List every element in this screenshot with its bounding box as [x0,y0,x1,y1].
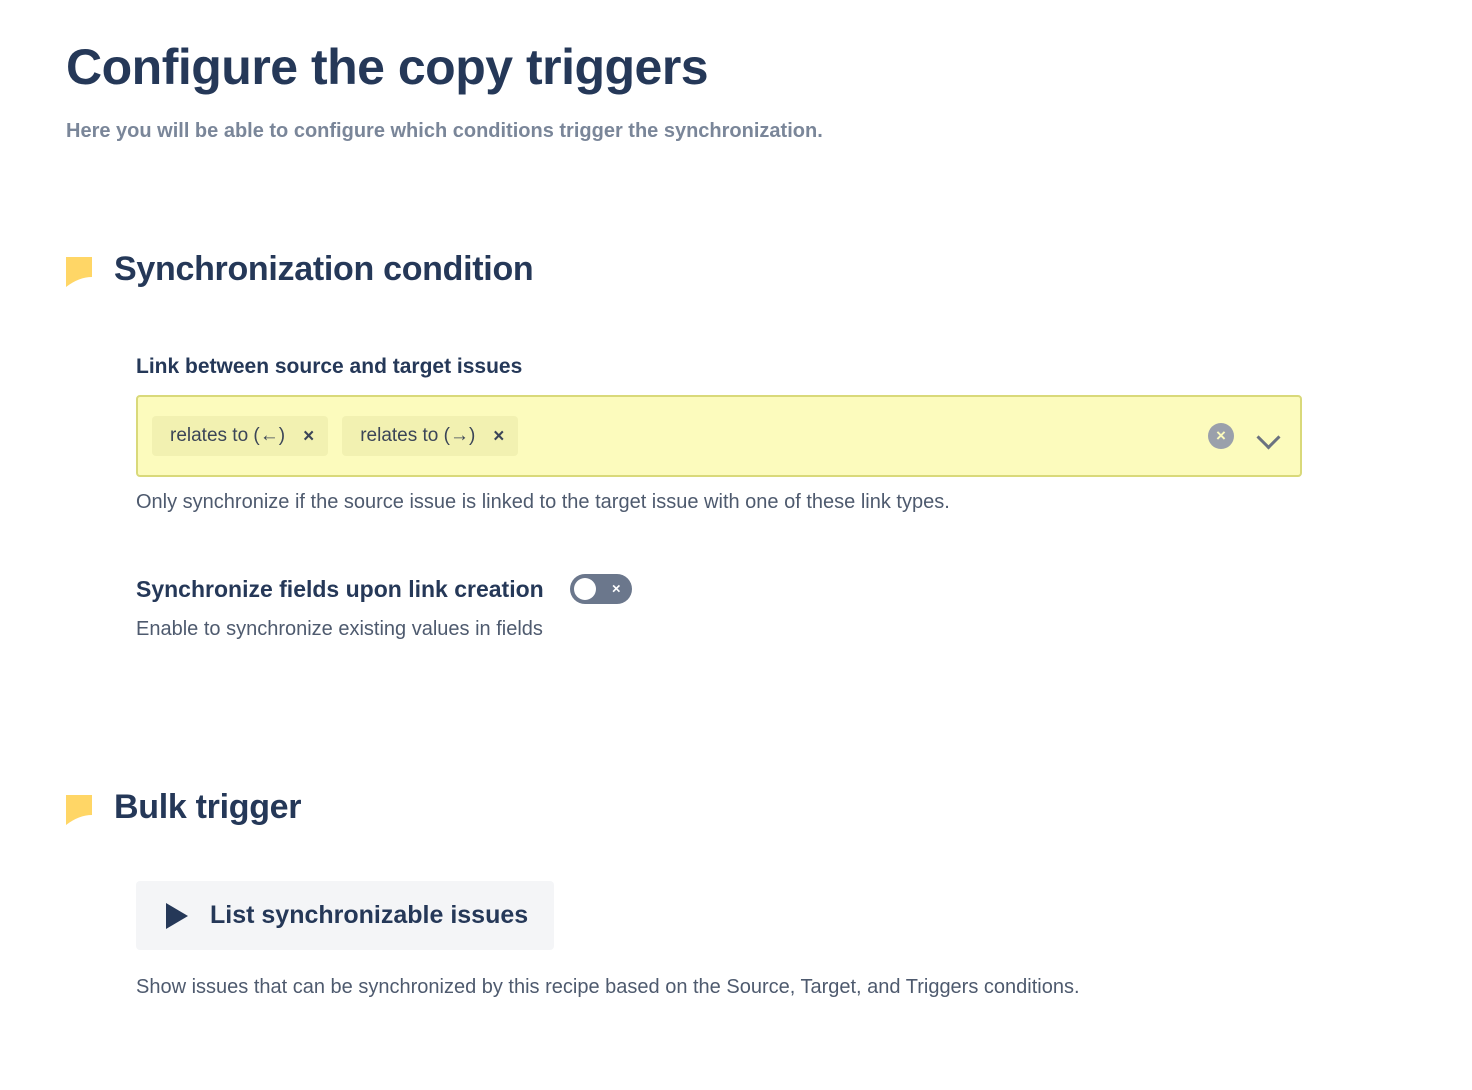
link-field-help: Only synchronize if the source issue is linked to the target issue with one of these link types. [136,491,950,513]
toggle-knob [574,578,596,600]
page-title: Configure the copy triggers [66,39,709,95]
section-header [66,250,1406,289]
flag-icon [66,795,92,825]
chip-remove-icon[interactable]: × [303,425,315,447]
flag-icon [66,257,92,287]
chip-remove-icon[interactable]: × [493,425,505,447]
toggle-row [136,574,1406,604]
section-header [66,788,1406,827]
link-types-chip-list [152,416,1208,456]
link-between-issues-field [136,355,1406,514]
page-subtitle: Here you will be able to configure which conditions trigger the synchronization. [66,120,823,142]
toggle-label: Synchronize fields upon link creation [136,575,544,602]
section-title: Synchronization condition [114,250,534,288]
clear-all-icon[interactable]: × [1208,423,1234,449]
section-synchronization-condition [66,250,1406,641]
section-bulk-trigger [66,788,1406,999]
chip-label: relates to (→) [360,425,476,446]
sync-fields-toggle[interactable] [570,574,632,604]
bulk-trigger-help: Show issues that can be synchronized by this recipe based on the Source, Target, and Triggers conditions. [136,976,1080,998]
list-synchronizable-issues-button[interactable] [136,881,554,950]
multiselect-actions [1208,423,1286,449]
button-label: List synchronizable issues [210,901,529,929]
section-title: Bulk trigger [114,788,302,826]
chip-link-type[interactable] [342,416,518,456]
bulk-trigger-action [136,881,1406,999]
toggle-help: Enable to synchronize existing values in fields [136,618,543,640]
link-types-multiselect[interactable] [136,395,1302,477]
chip-link-type[interactable] [152,416,328,456]
link-field-label: Link between source and target issues [136,355,523,378]
chevron-down-icon[interactable] [1258,426,1278,446]
chip-label: relates to (←) [170,425,286,446]
play-icon [166,903,188,929]
toggle-off-icon: × [611,580,621,598]
sync-on-link-creation-field [136,574,1406,641]
